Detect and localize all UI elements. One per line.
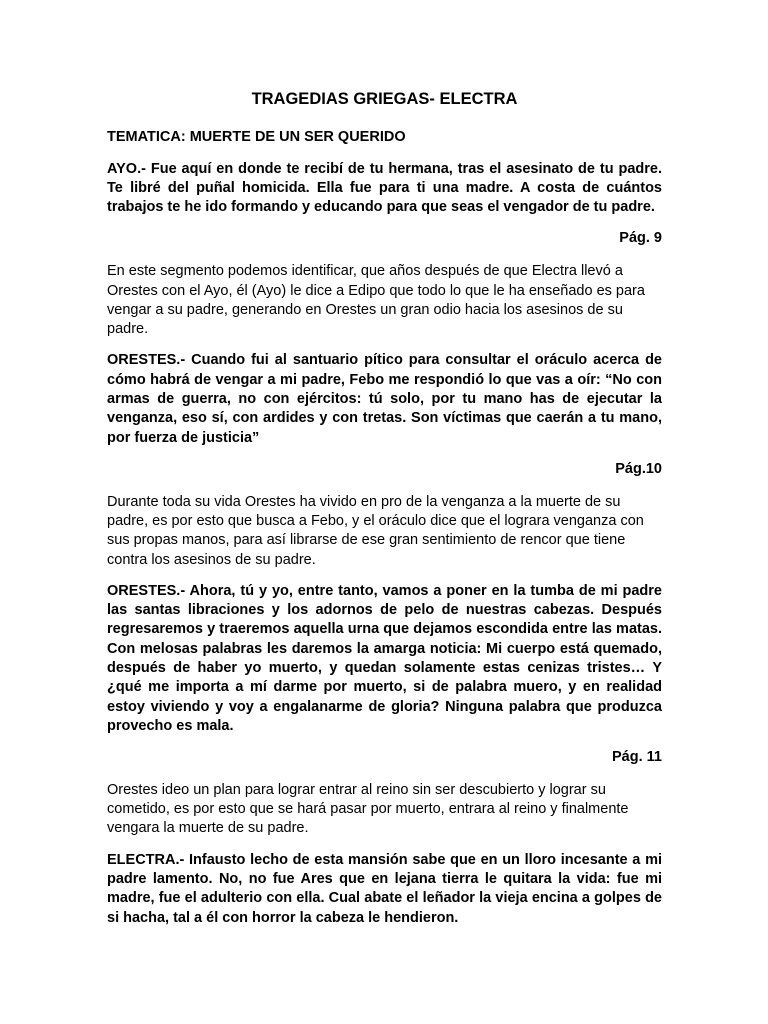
- page-reference: Pág. 11: [612, 749, 662, 766]
- commentary-paragraph: Durante toda su vida Orestes ha vivido en pro de la venganza a la muerte de su padre, es por esto que busca a Febo, y el oráculo dice que el lograra venganza con sus propas manos, para así librarse de ese gran sentimiento de rencor que tiene contra los asesinos de su padre.: [107, 493, 644, 568]
- quote-orestes: ORESTES.- Ahora, tú y yo, entre tanto, vamos a poner en la tumba de mi padre las santas libraciones y los adornos de pelo de nuestras cabezas. Después regresaremos y traeremos aquella urna que dejamos escondida entre las matas. Con melosas palabras les daremos la amarga noticia: Mi cuerpo está quemado, después de haber yo muerto, y quedan solamente estas cenizas tristes… Y ¿qué me importa a mí darme por muerto, si de palabra muero, y en realidad estoy viviendo y voy a engalanarme de gloria? Ninguna palabra que produzca provecho es mala.: [107, 582, 662, 734]
- page-reference: Pág. 9: [619, 230, 662, 247]
- document-page: [107, 90, 662, 940]
- document-theme: TEMATICA: MUERTE DE UN SER QUERIDO: [107, 128, 406, 145]
- quote-electra: ELECTRA.- Infausto lecho de esta mansión sabe que en un lloro incesante a mi padre lamento. No, no fue Ares que en lejana tierra le quitara la vida: fue mi madre, fue el adulterio con ella. Cual abate el leñador la vieja encina a golpes de si hacha, tal a él con horror la cabeza le hendieron.: [107, 851, 662, 926]
- document-title: TRAGEDIAS GRIEGAS- ELECTRA: [251, 90, 518, 108]
- quote-ayo: AYO.- Fue aquí en donde te recibí de tu hermana, tras el asesinato de tu padre. Te libré del puñal homicida. Ella fue para ti una madre. A costa de cuántos trabajos te he ido formando y educando para que seas el vengador de tu padre.: [107, 160, 662, 216]
- commentary-paragraph: En este segmento podemos identificar, que años después de que Electra llevó a Orestes con el Ayo, él (Ayo) le dice a Edipo que todo lo que le ha enseñado es para vengar a su padre, generando en Orestes un gran odio hacia los asesinos de su padre.: [107, 263, 645, 338]
- commentary-paragraph: Orestes ideo un plan para lograr entrar al reino sin ser descubierto y lograr su cometido, es por esto que se hará pasar por muerto, entrara al reino y finalmente vengara la muerte de su padre.: [107, 781, 629, 837]
- page-reference: Pág.10: [615, 460, 662, 477]
- quote-orestes: ORESTES.- Cuando fui al santuario pítico para consultar el oráculo acerca de cómo habrá de vengar a mi padre, Febo me respondió lo que vas a oír: “No con armas de guerra, no con ejércitos: tú solo, por tu mano has de ejecutar la venganza, eso sí, con ardides y con tretas. Son víctimas que caerán a tu mano, por fuerza de justicia”: [107, 352, 662, 446]
